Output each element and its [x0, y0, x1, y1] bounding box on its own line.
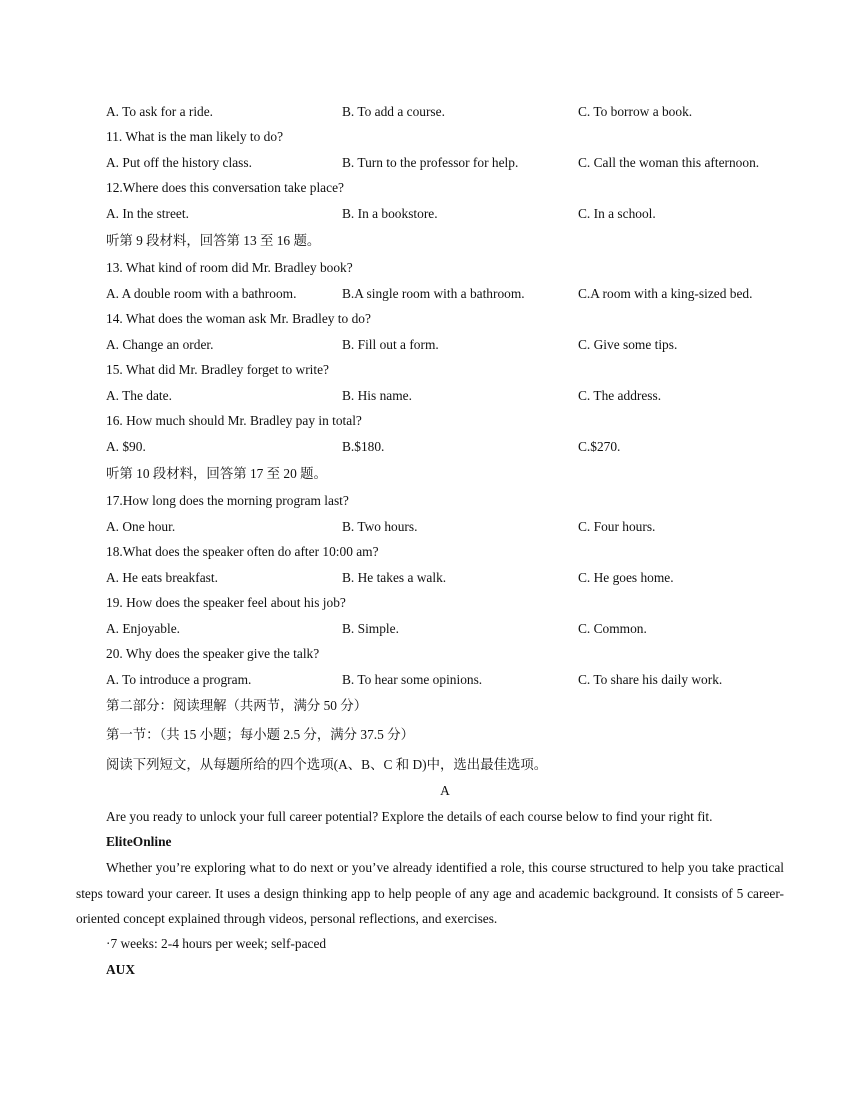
q17-option-b: B. Two hours.: [342, 519, 418, 534]
q15-stem: 15. What did Mr. Bradley forget to write?: [106, 362, 330, 377]
q20-stem: 20. Why does the speaker give the talk?: [106, 646, 320, 661]
q19-option-a: A. Enjoyable.: [106, 621, 181, 636]
q18-stem: 18.What does the speaker often do after 10:00 am?: [106, 544, 379, 559]
q12-stem: 12.Where does this conversation take place?: [106, 180, 344, 195]
q11-stem: 11. What is the man likely to do?: [106, 129, 284, 144]
q17-option-c: C. Four hours.: [578, 519, 656, 534]
q10-option-c: C. To borrow a book.: [578, 104, 693, 119]
q13-option-b: B.A single room with a bathroom.: [342, 286, 525, 301]
q19-stem: 19. How does the speaker feel about his job?: [106, 595, 346, 610]
q12-option-c: C. In a school.: [578, 206, 656, 221]
q20-option-c: C. To share his daily work.: [578, 672, 723, 687]
q16-option-a: A. $90.: [106, 439, 146, 454]
course1-name: EliteOnline: [106, 834, 172, 849]
part2-section1: 第一节：（共 15 小题；每小题 2.5 分，满分 37.5 分）: [106, 727, 414, 742]
q14-option-b: B. Fill out a form.: [342, 337, 439, 352]
course2-name: AUX: [106, 962, 136, 977]
q12-option-b: B. In a bookstore.: [342, 206, 438, 221]
q18-option-b: B. He takes a walk.: [342, 570, 447, 585]
section10-intro: 听第 10 段材料，回答第 17 至 20 题。: [106, 466, 327, 481]
q16-option-b: B.$180.: [342, 439, 385, 454]
q11-option-b: B. Turn to the professor for help.: [342, 155, 519, 170]
q18-option-a: A. He eats breakfast.: [106, 570, 218, 585]
q17-option-a: A. One hour.: [106, 519, 176, 534]
q13-option-a: A. A double room with a bathroom.: [106, 286, 297, 301]
q11-option-a: A. Put off the history class.: [106, 155, 252, 170]
q17-stem: 17.How long does the morning program last?: [106, 493, 349, 508]
q13-option-c: C.A room with a king-sized bed.: [578, 286, 753, 301]
q13-stem: 13. What kind of room did Mr. Bradley book?: [106, 260, 353, 275]
q20-option-a: A. To introduce a program.: [106, 672, 252, 687]
q15-option-c: C. The address.: [578, 388, 662, 403]
q12-option-a: A. In the street.: [106, 206, 189, 221]
section9-intro: 听第 9 段材料，回答第 13 至 16 题。: [106, 233, 321, 248]
q14-stem: 14. What does the woman ask Mr. Bradley to do?: [106, 311, 371, 326]
q19-option-b: B. Simple.: [342, 621, 399, 636]
part2-instruction: 阅读下列短文，从每题所给的四个选项(A、B、C 和 D)中，选出最佳选项。: [106, 757, 548, 772]
course1-description: Whether you’re exploring what to do next or you’ve already identified a role, this course structured to help you take practical steps toward your career. It uses a design thinking app to help people of any age and academic background. It consists of 5 career-oriented concept explained through videos, personal reflections, and exercises.: [76, 860, 784, 926]
course1-detail: ·7 weeks: 2-4 hours per week; self-paced: [106, 936, 327, 951]
passage-label: A: [440, 783, 450, 798]
q10-option-b: B. To add a course.: [342, 104, 445, 119]
q20-option-b: B. To hear some opinions.: [342, 672, 483, 687]
q10-option-a: A. To ask for a ride.: [106, 104, 214, 119]
q18-option-c: C. He goes home.: [578, 570, 674, 585]
q15-option-a: A. The date.: [106, 388, 172, 403]
q11-option-c: C. Call the woman this afternoon.: [578, 155, 760, 170]
q14-option-a: A. Change an order.: [106, 337, 214, 352]
q16-option-c: C.$270.: [578, 439, 621, 454]
q19-option-c: C. Common.: [578, 621, 647, 636]
q16-stem: 16. How much should Mr. Bradley pay in total?: [106, 413, 362, 428]
q15-option-b: B. His name.: [342, 388, 412, 403]
passage-intro: Are you ready to unlock your full career potential? Explore the details of each course below to find your right fit.: [106, 809, 713, 824]
part2-title: 第二部分：阅读理解（共两节，满分 50 分）: [106, 698, 368, 713]
q14-option-c: C. Give some tips.: [578, 337, 678, 352]
